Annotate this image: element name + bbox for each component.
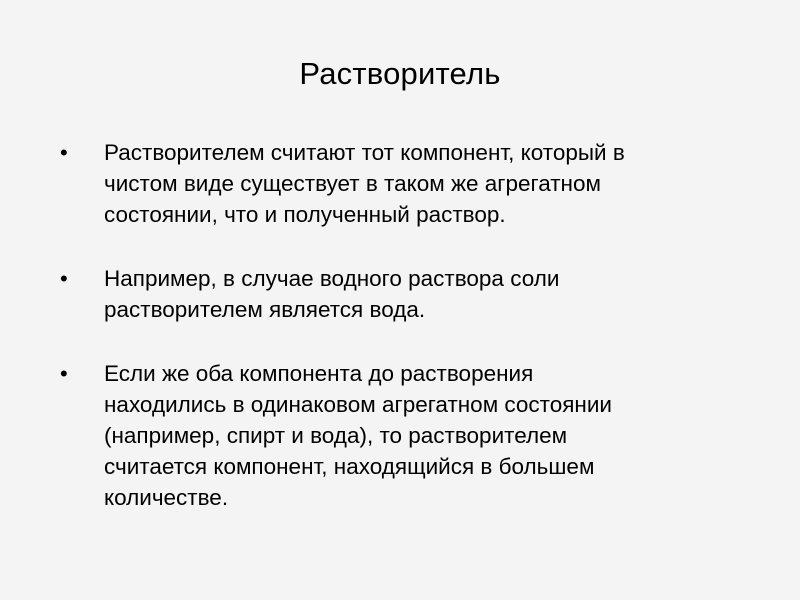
bullet-dot-icon: • xyxy=(60,266,68,291)
bullet-dot-icon: • xyxy=(60,140,68,165)
bullet-item-2 xyxy=(0,263,800,325)
bullet-text-3: Если же оба компонента до растворения находились в одинаковом агрегатном состоянии (например, спирт и вода), то растворителем считается компонент, находящийся в большем количестве. xyxy=(104,361,612,510)
bullet-text-2: Например, в случае водного раствора соли растворителем является вода. xyxy=(104,266,560,322)
bullet-item-1 xyxy=(0,137,800,230)
bullet-dot-icon: • xyxy=(60,361,68,386)
slide-title: Растворитель xyxy=(299,56,501,91)
bullet-item-3 xyxy=(0,358,800,513)
bullet-list xyxy=(0,137,800,513)
bullet-text-1: Растворителем считают тот компонент, который в чистом виде существует в таком же агрегатном состоянии, что и полученный раствор. xyxy=(104,140,625,227)
